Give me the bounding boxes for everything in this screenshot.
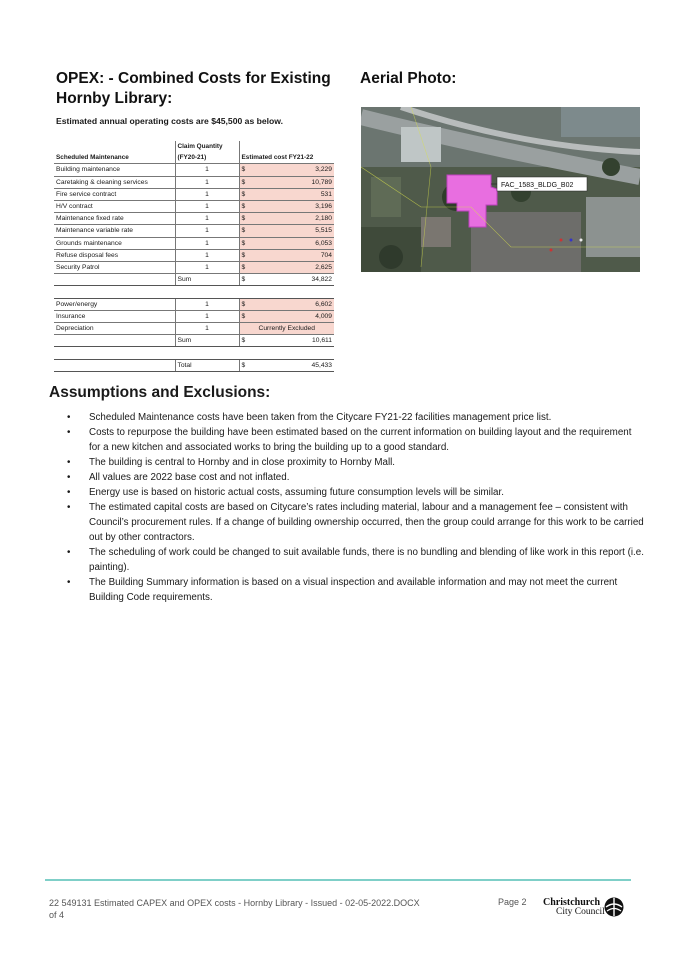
insurance-qty: 1 [175,310,239,322]
assumption-text: Scheduled Maintenance costs have been taken from the Citycare FY21-22 facilities management price list. [89,412,552,423]
aerial-label: FAC_1583_BLDG_B02 [501,182,574,189]
power-cost: 6,602 [315,300,332,308]
sum2-label: Sum [175,335,239,347]
row-cost-cell [239,213,334,225]
row-cost-cell [239,164,334,176]
row-cost-cell [239,262,334,274]
list-item [64,485,644,500]
header-blank [54,141,175,152]
row-qty: 1 [175,262,239,274]
row-cost: 6,053 [315,239,332,247]
blank-cell [54,335,175,347]
aerial-photo-image [361,107,640,272]
table-row [54,201,334,213]
row-cost: 704 [320,251,332,259]
row-cost: 531 [320,190,332,198]
row-item: Grounds maintenance [54,237,175,249]
row-cost: 2,180 [315,215,332,223]
currency-symbol: $ [241,190,246,198]
row-qty: 1 [175,164,239,176]
header-claim-qty-1: Claim Quantity [175,141,239,152]
table-row [54,249,334,261]
table-row [54,237,334,249]
row-item: Caretaking & cleaning services [54,176,175,188]
footer-document-info [49,897,449,921]
list-item [64,500,644,545]
bullet-icon: • [67,472,71,483]
total-label: Total [175,359,239,371]
insurance-label: Insurance [54,310,175,322]
row-qty: 1 [175,225,239,237]
bullet-icon: • [67,412,71,423]
currency-symbol: $ [241,203,246,211]
assumption-text: The scheduling of work could be changed to suit available funds, there is no bundling and blending of like work in this report (i.e. painting). [89,547,644,573]
bullet-icon: • [67,427,71,438]
bullet-icon: • [67,487,71,498]
sum1-cell [239,274,334,286]
footer-doc-name: 22 549131 Estimated CAPEX and OPEX costs - Hornby Library - Issued - 02-05-2022.DOCX [49,898,420,908]
row-cost: 5,515 [315,227,332,235]
header-claim-qty-2: (FY20-21) [175,152,239,164]
row-item: Security Patrol [54,262,175,274]
table-row [54,262,334,274]
row-cost-cell [239,176,334,188]
row-item: Fire service contract [54,188,175,200]
header-estimated-cost: Estimated cost FY21-22 [239,152,334,164]
total-cell [239,359,334,371]
insurance-cost-cell [239,310,334,322]
row-cost-cell [239,225,334,237]
row-item: Maintenance variable rate [54,225,175,237]
assumption-text: The Building Summary information is based on a visual inspection and available information and may not meet the current Building Code requirements. [89,577,618,603]
row-item: Refuse disposal fees [54,249,175,261]
total-value: 45,433 [311,361,332,369]
row-cost: 3,229 [315,166,332,174]
list-item [64,470,644,485]
currency-symbol: $ [241,300,246,308]
currency-symbol: $ [241,337,246,345]
opex-cost-table [54,141,334,372]
power-qty: 1 [175,298,239,310]
currency-symbol: $ [241,239,246,247]
logo-line2: City Council [556,907,605,917]
row-cost: 2,625 [315,264,332,272]
header-scheduled-maintenance: Scheduled Maintenance [54,152,175,164]
power-label: Power/energy [54,298,175,310]
bullet-icon: • [67,457,71,468]
header-blank-2 [239,141,334,152]
blank-cell [54,359,175,371]
row-cost-cell [239,201,334,213]
currency-symbol: $ [241,215,246,223]
row-cost: 10,789 [311,178,332,186]
list-item [64,410,644,425]
bullet-icon: • [67,502,71,513]
depreciation-qty: 1 [175,323,239,335]
council-emblem-icon [604,897,624,917]
currency-symbol: $ [241,361,246,369]
sum1-value: 34,822 [311,276,332,284]
sum1-label: Sum [175,274,239,286]
footer-divider [45,879,631,881]
currency-symbol: $ [241,178,246,186]
currency-symbol: $ [241,276,246,284]
assumption-text: All values are 2022 base cost and not inflated. [89,472,290,483]
table-row [54,225,334,237]
currency-symbol: $ [241,251,246,259]
logo-line1: Christchurch [543,897,601,908]
row-cost: 3,196 [315,203,332,211]
assumption-text: Energy use is based on historic actual costs, assuming future consumption levels will be similar. [89,487,504,498]
row-item: Maintenance fixed rate [54,213,175,225]
christchurch-city-council-logo [543,897,625,921]
row-qty: 1 [175,188,239,200]
currency-symbol: $ [241,227,246,235]
sum2-value: 10,611 [312,337,332,345]
assumption-text: The building is central to Hornby and in close proximity to Hornby Mall. [89,457,396,468]
insurance-cost: 4,009 [315,312,332,320]
table-row [54,213,334,225]
aerial-photo-heading: Aerial Photo: [360,70,457,87]
opex-intro: Estimated annual operating costs are $45,500 as below. [56,116,284,126]
aerial-photo [361,107,640,272]
assumption-text: The estimated capital costs are based on Citycare’s rates including material, labour and a management fee – consistent with Council’s procurement rules. If a change of building ownership occurred, then the group could arrange for this work to be carried out by other contractors. [89,502,644,543]
row-qty: 1 [175,201,239,213]
footer-of-pages: of 4 [49,910,65,920]
list-item [64,425,644,455]
row-qty: 1 [175,176,239,188]
bullet-icon: • [67,577,71,588]
assumptions-list [64,410,644,605]
list-item [64,455,644,470]
opex-heading: OPEX: - Combined Costs for Existing Hornby Library: [56,70,331,107]
row-item: Building maintenance [54,164,175,176]
row-qty: 1 [175,249,239,261]
assumptions-heading: Assumptions and Exclusions: [49,384,271,401]
table-row [54,164,334,176]
table-row [54,176,334,188]
row-cost-cell [239,188,334,200]
row-cost-cell [239,237,334,249]
list-item [64,545,644,575]
bullet-icon: • [67,547,71,558]
assumption-text: Costs to repurpose the building have been estimated based on the current information on building layout and the requirement for a new kitchen and associated works to bring the building up to a good standard. [89,427,632,453]
currency-symbol: $ [241,312,246,320]
power-cost-cell [239,298,334,310]
row-cost-cell [239,249,334,261]
footer-page-number: Page 2 [498,897,527,907]
row-qty: 1 [175,213,239,225]
currency-symbol: $ [241,166,246,174]
sum2-cell [239,335,334,347]
table-row [54,188,334,200]
row-item: H/V contract [54,201,175,213]
depreciation-label: Depreciation [54,323,175,335]
list-item [64,575,644,605]
row-qty: 1 [175,237,239,249]
blank-cell [54,274,175,286]
currency-symbol: $ [241,264,246,272]
depreciation-value: Currently Excluded [239,323,334,335]
